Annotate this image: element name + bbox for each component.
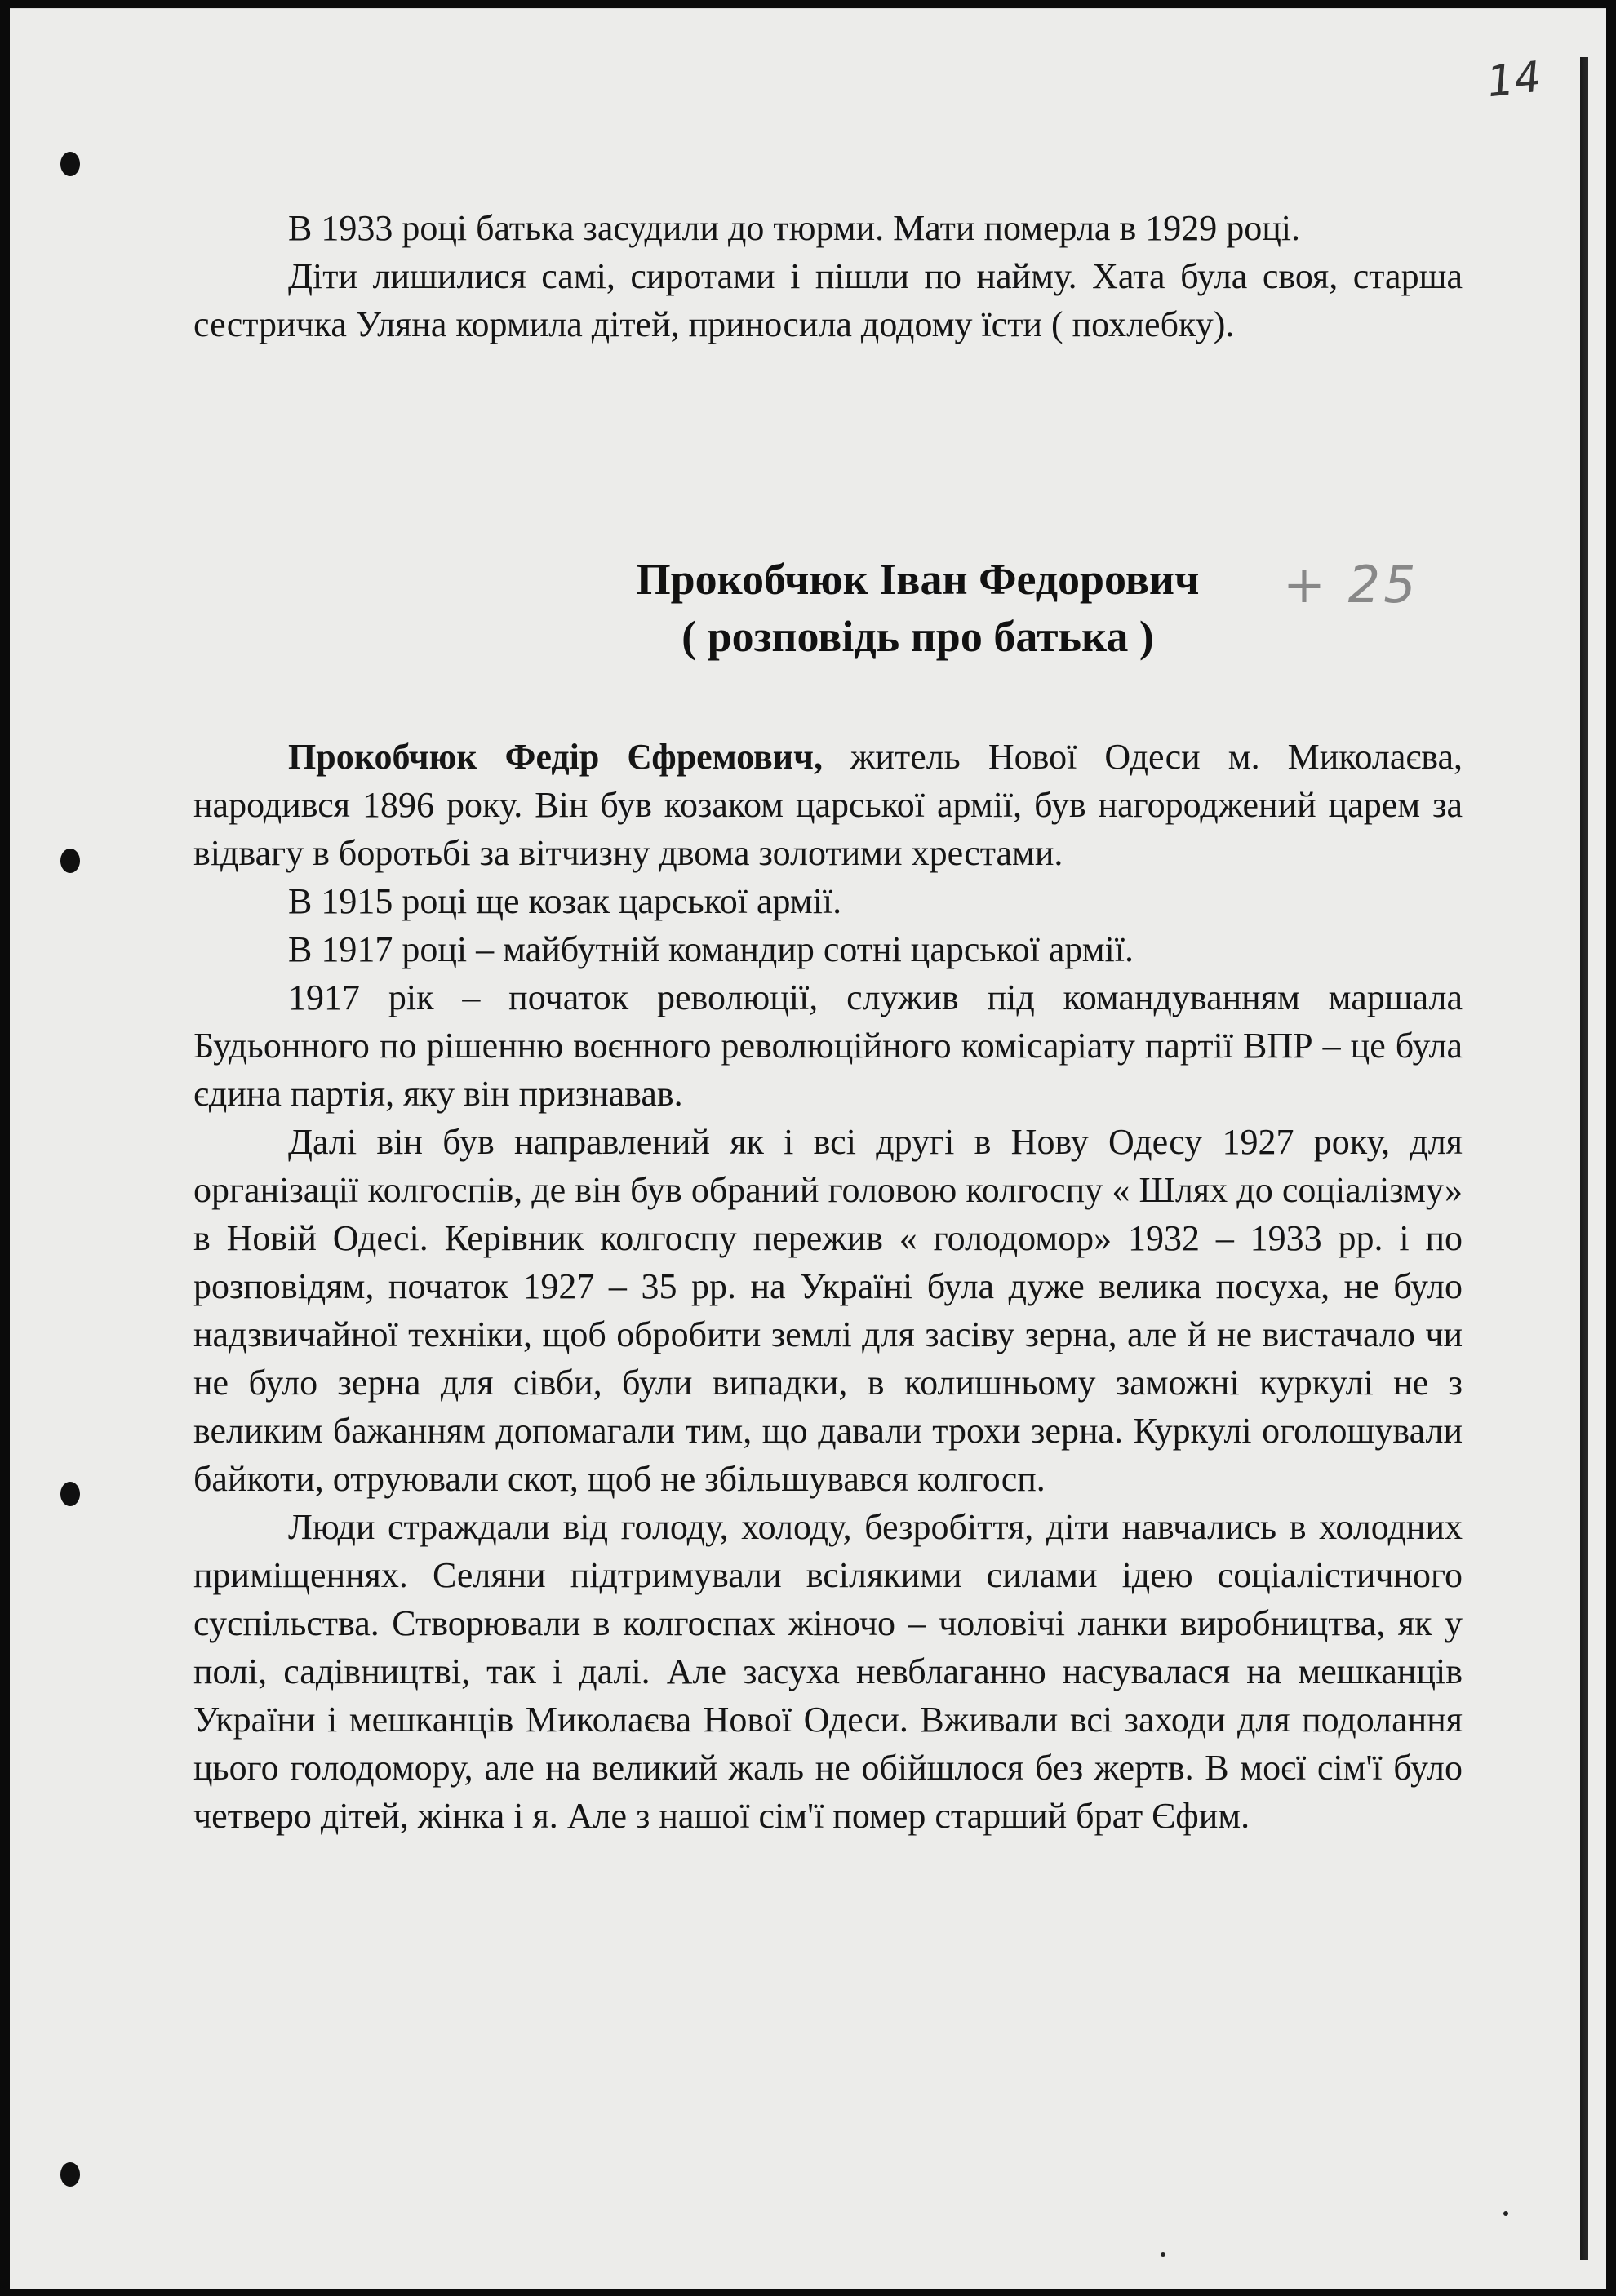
story-paragraph: В 1915 році ще козак царської армії.	[288, 881, 842, 921]
punch-hole	[60, 1482, 80, 1506]
story-paragraph: Далі він був направлений як і всі другі в Нову Одесу 1927 року, для організації колгоспів, де він був обраний головою колгоспу « Шлях до соціалізму» в Новій Одесі. Керівник колгоспу пережив « голодомор» 1932 – 1933 рр. і по розповідям, початок 1927 – 35 рр. на Україні була дуже велика посуха, не було надзвичайної техніки, щоб обробити землі для засіву зерна, але й не вистачало чи не було зерна для сівби, були випадки, в колишньому заможні куркулі не з великим бажанням допомагали тим, що давали трохи зерна. Куркулі оголошували байкоти, отруювали скот, щоб не збільшувався колгосп.	[193, 1122, 1463, 1499]
scan-edge-shadow	[1580, 57, 1588, 2260]
story-text	[193, 733, 1463, 1840]
punch-hole	[60, 2162, 80, 2187]
punch-hole	[60, 849, 80, 873]
scan-speck	[1503, 2211, 1508, 2216]
handwritten-note: + 25	[1283, 555, 1419, 614]
scan-speck	[1161, 2252, 1165, 2257]
lead-name: Прокобчюк Федір Єфремович,	[288, 737, 823, 777]
intro-paragraph: В 1933 році батька засудили до тюрми. Мати померла в 1929 році.	[288, 208, 1300, 248]
story-paragraph	[193, 733, 1463, 877]
story-paragraph: В 1917 році – майбутній командир сотні царської армії.	[288, 929, 1134, 969]
handwritten-page-number: 14	[1485, 52, 1544, 108]
intro-text	[193, 204, 1463, 348]
title-name: Прокобчюк Іван Федорович	[636, 555, 1200, 604]
story-paragraph: Люди страждали від голоду, холоду, безробіття, діти навчались в холодних приміщеннях. Селяни підтримували всілякими силами ідею соціалістичного суспільства. Створювали в колгоспах жіночо – чоловічі ланки виробництва, як у полі, садівництві, так і далі. Але засуха невблаганно насувалася на мешканців України і мешканців Миколаєва Нової Одеси. Вживали всі заходи для подолання цього голодомору, але на великий жаль не обійшлося без жертв. В моєї сім'ї було четверо дітей, жінка і я. Але з нашої сім'ї помер старший брат Єфим.	[193, 1507, 1463, 1836]
story-paragraph: 1917 рік – початок революції, служив під командуванням маршала Будьонного по рішенню воєнного революційного комісаріату партії ВПР – це була єдина партія, яку він признавав.	[193, 977, 1463, 1114]
punch-hole	[60, 152, 80, 176]
title-subtitle: ( розповідь про батька )	[681, 612, 1154, 661]
intro-paragraph: Діти лишилися самі, сиротами і пішли по найму. Хата була своя, старша сестричка Уляна кормила дітей, приносила додому їсти ( похлебку).	[193, 256, 1463, 344]
page-edge	[10, 8, 1606, 9]
lead-rest: житель Нової Одеси м. Миколаєва, народився 1896 року. Він був козаком царської армії, був нагороджений царем за відвагу в боротьбі за вітчизну двома золотими хрестами.	[193, 737, 1463, 873]
section-title	[193, 551, 1463, 665]
document-page	[10, 8, 1606, 2289]
